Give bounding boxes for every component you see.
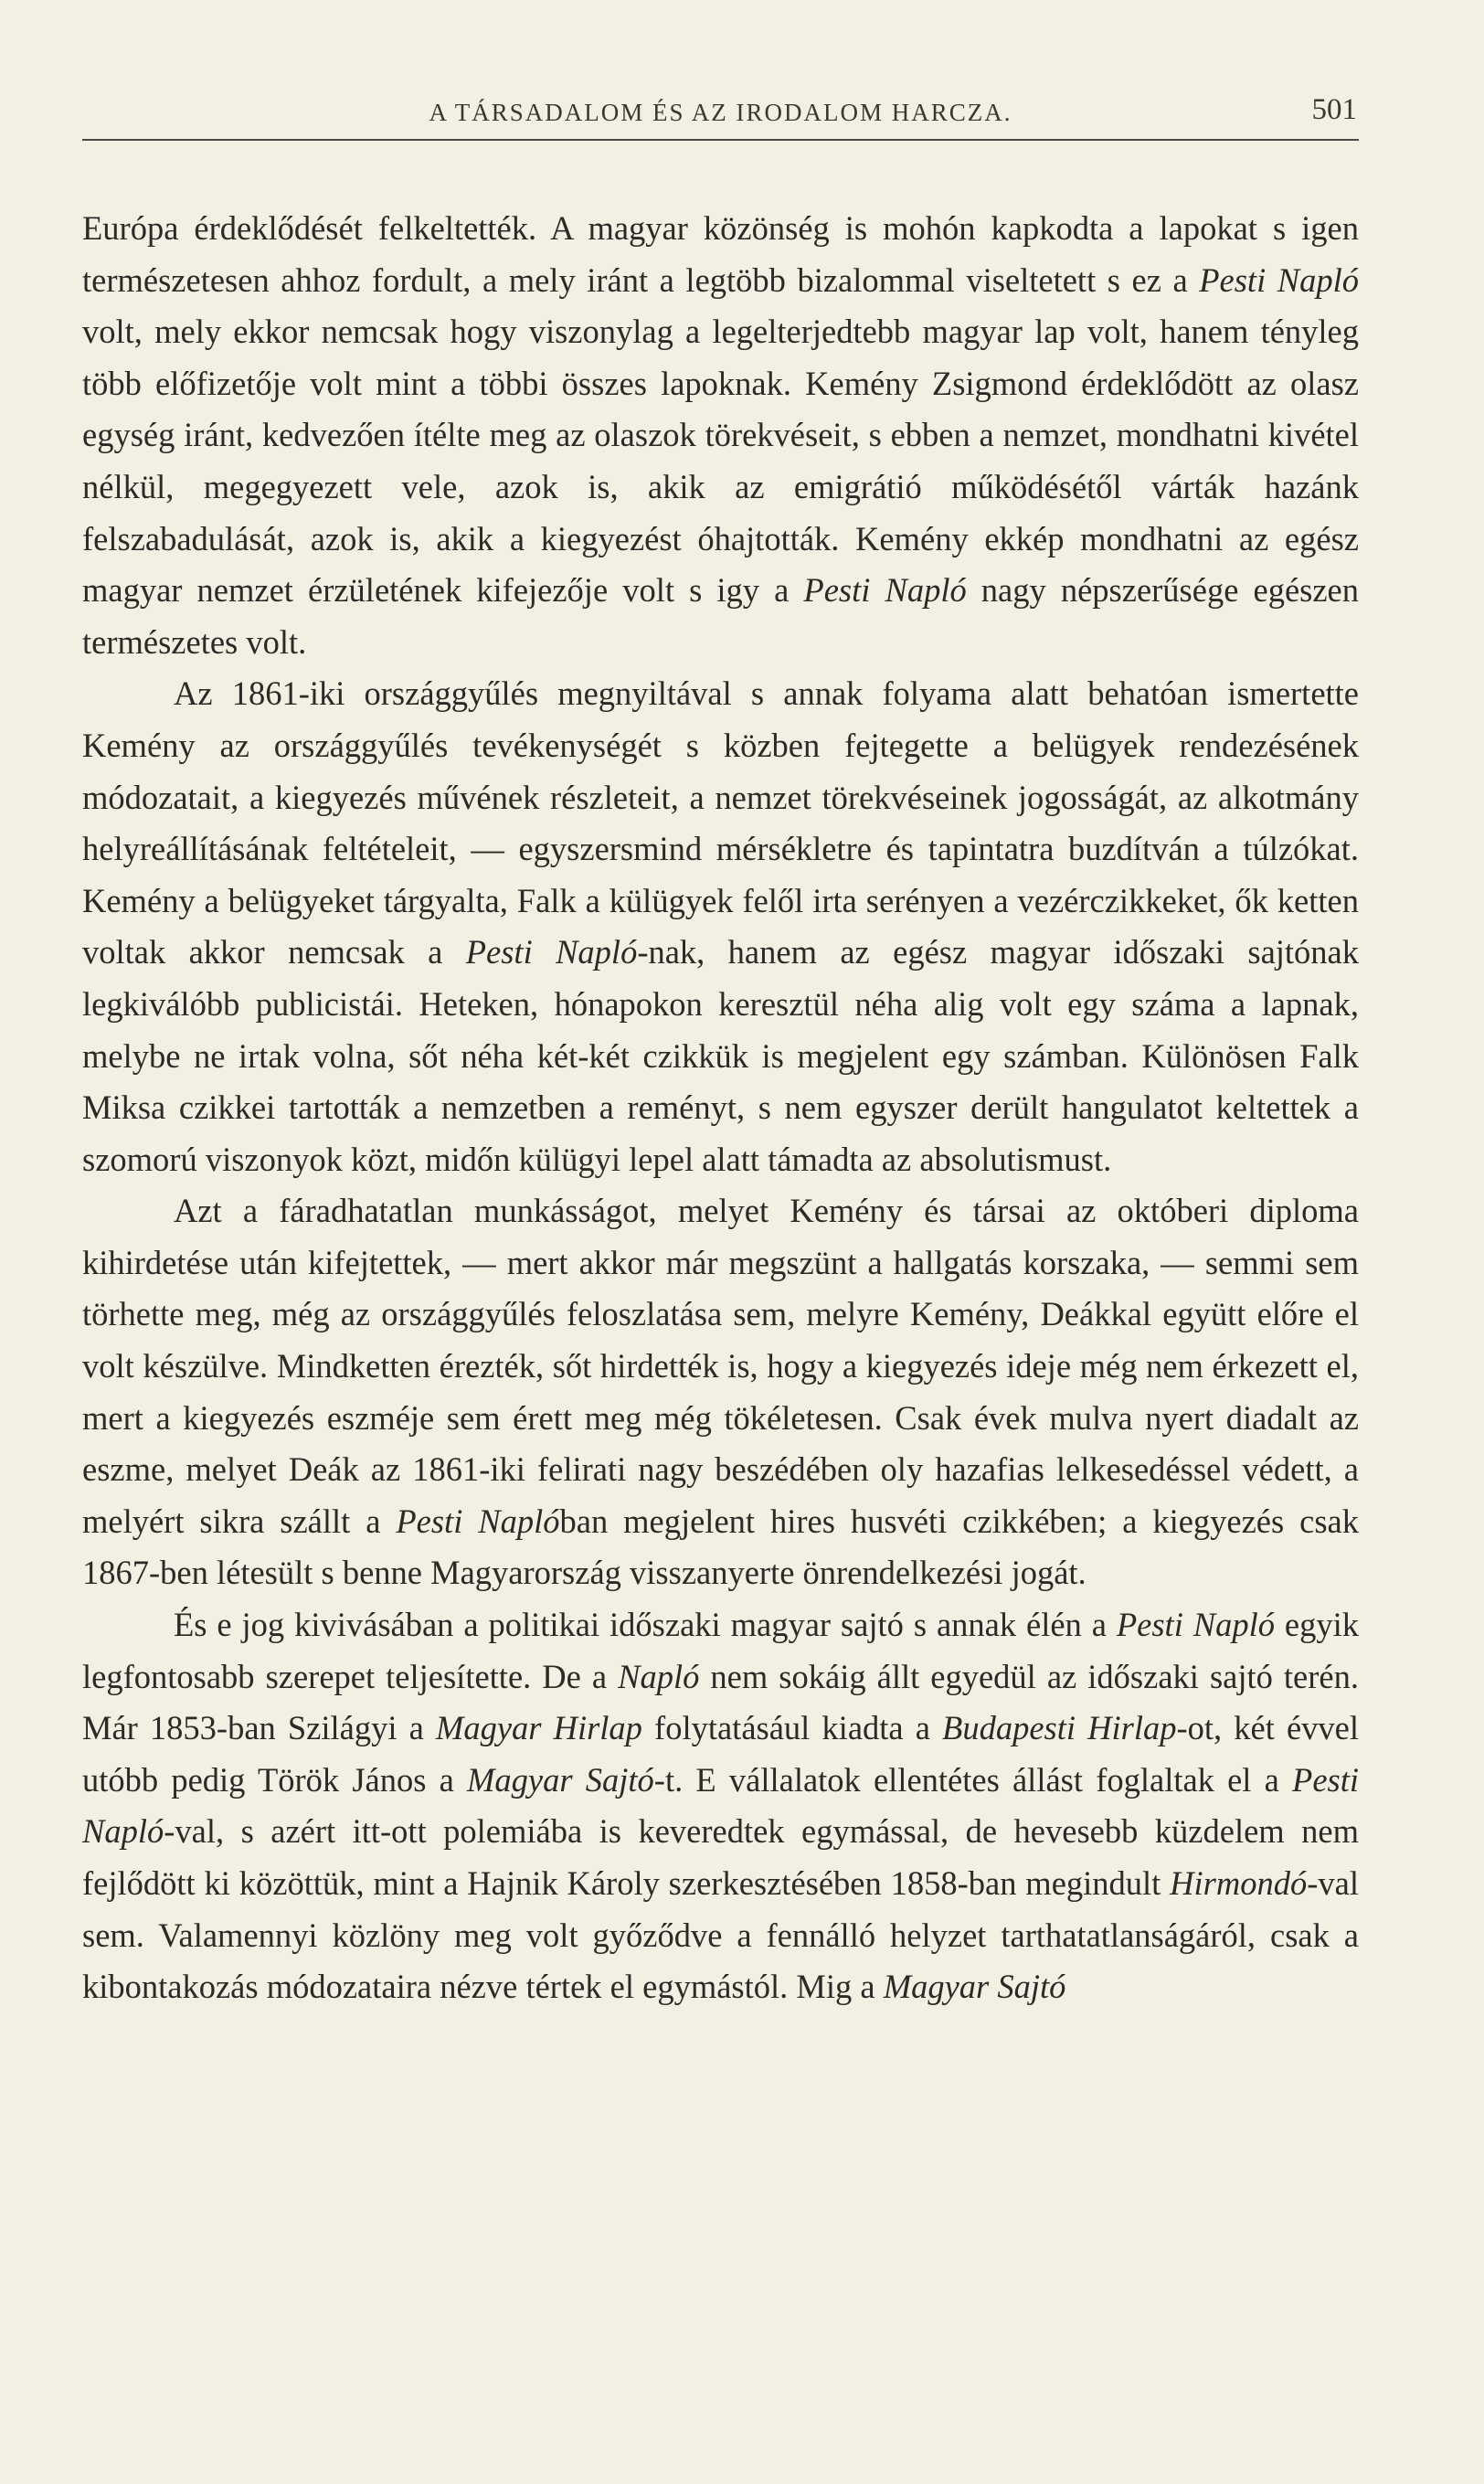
text-run: -ot, két évvel utóbb pedig Török János a (82, 1709, 1359, 1799)
running-title: A TÁRSADALOM ÉS AZ IRODALOM HARCZA. (429, 99, 1012, 126)
text-run: Azt a fáradhatatlan munkásságot, melyet Kemény és társai az októberi diploma kihirdetése után kifejtettek, — mert akkor már megszünt a hallgatás korszaka, — semmi sem törhette meg, még az országgyűlés feloszlatása sem, melyre Kemény, Deákkal együtt előre el volt készülve. Mindketten érezték, sőt hirdették is, hogy a kiegyezés ideje még nem érkezett el, mert a kiegyezés eszméje sem érett meg még tökéletesen. Csak évek mulva nyert diadalt az eszme, melyet Deák az 1861-iki felirati nagy beszédében oly hazafias lelkesedéssel védett, a melyért sikra szállt a (82, 1192, 1359, 1540)
italic-title: Pesti Napló (465, 933, 638, 971)
paragraph (82, 1185, 1359, 1599)
italic-title: Hirmondó (1170, 1864, 1308, 1902)
italic-title: Pesti Napló (1116, 1606, 1275, 1644)
italic-title: Magyar Hirlap (435, 1709, 642, 1747)
text-run: nem sokáig állt egyedül az időszaki sajtó terén. Már 1853-ban Szilágyi a (82, 1657, 1359, 1747)
text-run: egyik legfontosabb szerepet teljesítette. De a (82, 1606, 1360, 1695)
italic-title: Pesti Napló (1199, 260, 1360, 299)
italic-title: Pesti Napló (396, 1502, 560, 1540)
text-run: volt, mely ekkor nemcsak hogy viszonylag a legelterjedtebb magyar lap volt, hanem tényleg több előfizetője volt mint a többi összes lapoknak. Kemény Zsigmond érdeklődött az olasz egység iránt, kedvezően ítélte meg az olaszok törekvéseit, s ebben a nemzet, mondhatni kivétel nélkül, megegyezett vele, azok is, akik az emigrátió működésétől várták hazánk felszabadulását, azok is, akik a kiegyezést óhajtották. Kemény ekkép mondhatni az egész magyar nemzet érzületének kifejezője volt s igy a (82, 313, 1359, 610)
text-run: Az 1861-iki országgyűlés megnyiltával s annak folyama alatt behatóan ismertette Kemény az országgyűlés tevékenységét s közben fejtegette a belügyek rendezésének módozatait, a kiegyezés művének részleteit, a nemzet törekvéseinek jogosságát, az alkotmány helyreállításának feltételeit, — egyszersmind mérsékletre és tapintatra buzdítván a túlzókat. Kemény a belügyeket tárgyalta, Falk a külügyek felől irta serényen a vezérczikkeket, ők ketten voltak akkor nemcsak a (82, 674, 1359, 971)
italic-title: Pesti Napló (82, 1760, 1360, 1851)
text-run: -nak, hanem az egész magyar időszaki sajtónak legkiválóbb publicistái. Heteken, hónapokon keresztül néha alig volt egy száma a lapnak, melybe ne irtak volna, sőt néha két-két czikkük is megjelent egy számban. Különösen Falk Miksa czikkei tartották a nemzetben a reményt, s nem egyszer derült hangulatot keltettek a szomorú viszonyok közt, midőn külügyi lepel alatt támadta az absolutismust. (82, 933, 1360, 1178)
paragraph (82, 203, 1359, 668)
paragraph (82, 668, 1359, 1185)
text-run: -val sem. Valamennyi közlöny meg volt győződve a fennálló helyzet tarthatatlanságáról, csak a kibontakozás módozataira nézve tértek el egymástól. Mig a (82, 1864, 1359, 2006)
text-run: -val, s azért itt-ott polemiába is keveredtek egymással, de hevesebb küzdelem nem fejlődött ki közöttük, mint a Hajnik Károly szerkesztésében 1858-ban megindult (82, 1812, 1359, 1902)
running-header (82, 95, 1359, 141)
paragraph (82, 1599, 1359, 2013)
text-run: folytatásául kiadta a (641, 1709, 943, 1747)
italic-title: Napló (618, 1657, 700, 1695)
text-run: Európa érdeklődését felkeltették. A magyar közönség is mohón kapkodta a lapokat s igen természetesen ahhoz fordult, a mely iránt a legtöbb bizalommal viseltetett s ez a (82, 209, 1359, 299)
body-text (82, 203, 1359, 2013)
text-run: nagy népszerűsége egészen természetes volt. (82, 571, 1359, 661)
italic-title: Pesti Napló (803, 571, 967, 610)
italic-title: Magyar Sajtó (883, 1968, 1066, 2006)
text-run: És e jog kivivásában a politikai időszaki magyar sajtó s annak élén a (174, 1606, 1117, 1644)
italic-title: Magyar Sajtó (467, 1760, 654, 1799)
text-run: ban megjelent hires husvéti czikkében; a kiegyezés csak 1867-ben létesült s benne Magyarország visszanyerte önrendelkezési jogát. (82, 1502, 1359, 1592)
italic-title: Budapesti Hirlap (942, 1709, 1177, 1747)
text-run: -t. E vállalatok ellentétes állást foglaltak el a (653, 1760, 1293, 1799)
page-number: 501 (1311, 93, 1357, 126)
